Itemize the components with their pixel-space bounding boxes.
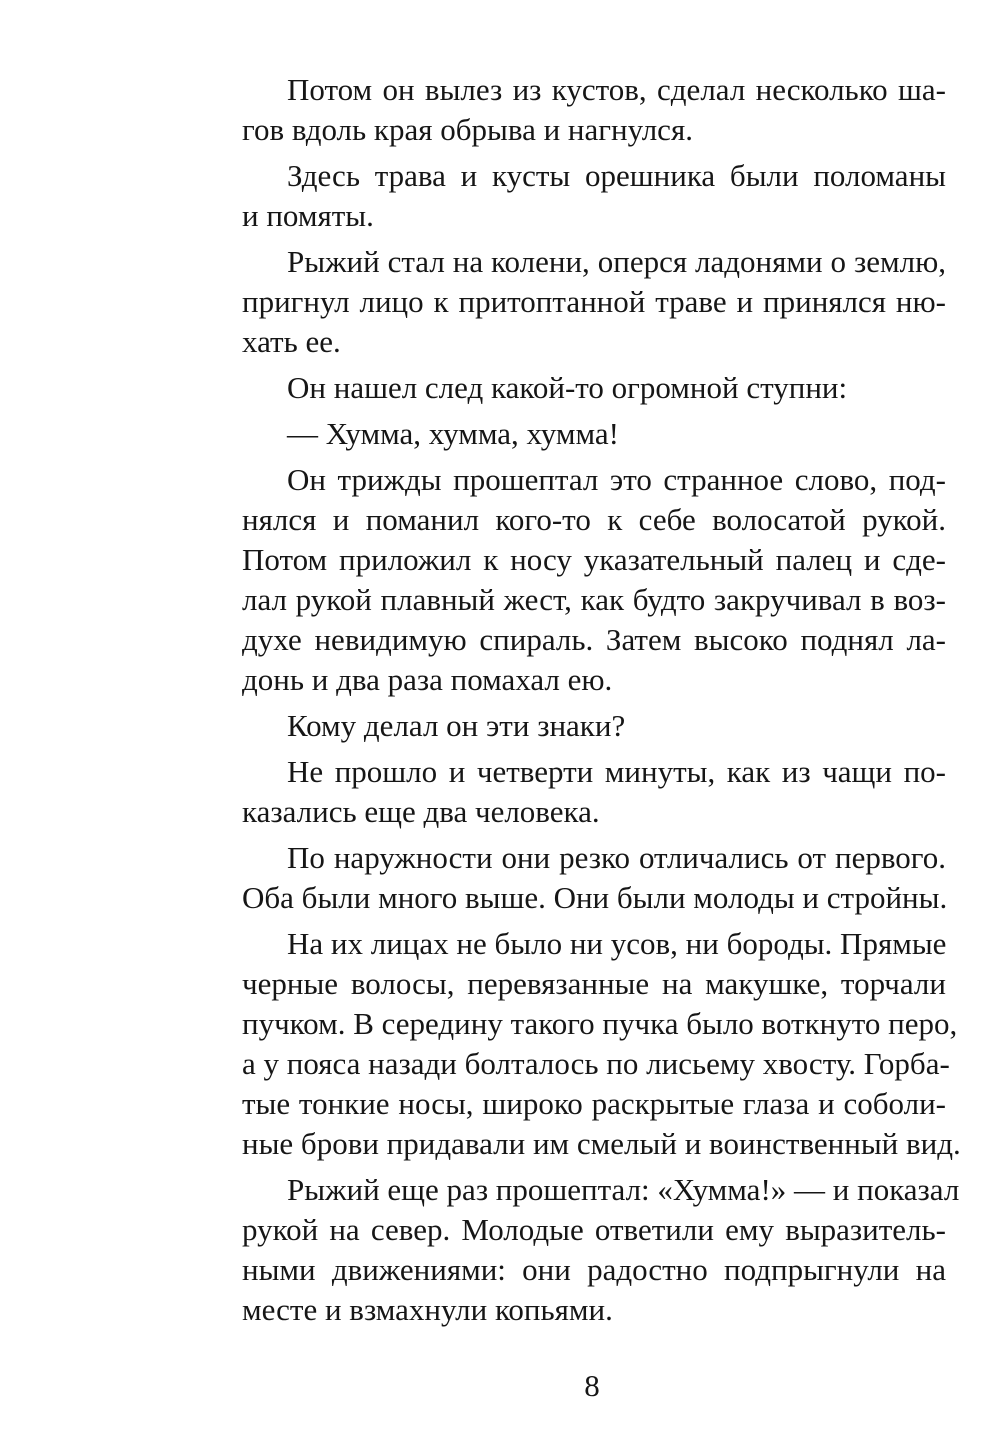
text-line: и помяты. (242, 198, 374, 233)
paragraph (242, 156, 946, 236)
text-line: На их лицах не было ни усов, ни бороды. Прямые (287, 926, 947, 961)
paragraph (242, 414, 946, 454)
text-line: Здесь трава и кусты орешника были поломаны (287, 158, 946, 193)
text-line: Потом он вылез из кустов, сделал несколько ша- (287, 72, 946, 107)
text-line: духе невидимую спираль. Затем высоко поднял ла- (242, 622, 946, 657)
text-line: Он трижды прошептал это странное слово, под- (287, 462, 946, 497)
text-line: тые тонкие носы, широко раскрытые глаза и соболи- (242, 1086, 946, 1121)
text-line: пригнул лицо к притоптанной траве и принялся ню- (242, 284, 946, 319)
text-line: Кому делал он эти знаки? (287, 708, 626, 743)
text-line: Рыжий еще раз прошептал: «Хумма!» — и показал (287, 1172, 960, 1207)
text-line: казались еще два человека. (242, 794, 600, 829)
paragraph (242, 752, 946, 832)
text-line: По наружности они резко отличались от первого. (287, 840, 946, 875)
paragraph (242, 838, 946, 918)
text-line: Оба были много выше. Они были молоды и стройны. (242, 880, 948, 915)
text-line: Он нашел след какой-то огромной ступни: (287, 370, 848, 405)
text-line: лал рукой плавный жест, как будто закручивал в воз- (242, 582, 946, 617)
text-line: хать ее. (242, 324, 341, 359)
text-line: Не прошло и четверти минуты, как из чащи по- (287, 754, 946, 789)
paragraph (242, 242, 946, 362)
text-line: пучком. В середину такого пучка было воткнуто перо, (242, 1006, 958, 1041)
text-line: ными движениями: они радостно подпрыгнули на (242, 1252, 946, 1287)
text-line: донь и два раза помахал ею. (242, 662, 613, 697)
text-line: черные волосы, перевязанные на макушке, торчали (242, 966, 946, 1001)
paragraph (242, 924, 961, 1164)
text-line: рукой на север. Молодые ответили ему выразитель- (242, 1212, 946, 1247)
text-line: гов вдоль края обрыва и нагнулся. (242, 112, 693, 147)
paragraph (242, 706, 946, 746)
text-line: Рыжий стал на колени, оперся ладонями о землю, (287, 244, 946, 279)
paragraph (242, 368, 946, 408)
paragraph (242, 1170, 960, 1330)
page-number: 8 (584, 1368, 600, 1403)
text-line: ные брови придавали им смелый и воинственный вид. (242, 1126, 961, 1161)
paragraph (242, 70, 946, 150)
text-line: Потом приложил к носу указательный палец и сде- (242, 542, 946, 577)
text-line: нялся и поманил кого-то к себе волосатой рукой. (242, 502, 946, 537)
text-line: месте и взмахнули копьями. (242, 1292, 613, 1327)
page-body-text (242, 70, 961, 1336)
text-line: а у пояса назади болталось по лисьему хвосту. Горба- (242, 1046, 950, 1081)
paragraph (242, 460, 946, 700)
text-line: — Хумма, хумма, хумма! (287, 416, 619, 451)
